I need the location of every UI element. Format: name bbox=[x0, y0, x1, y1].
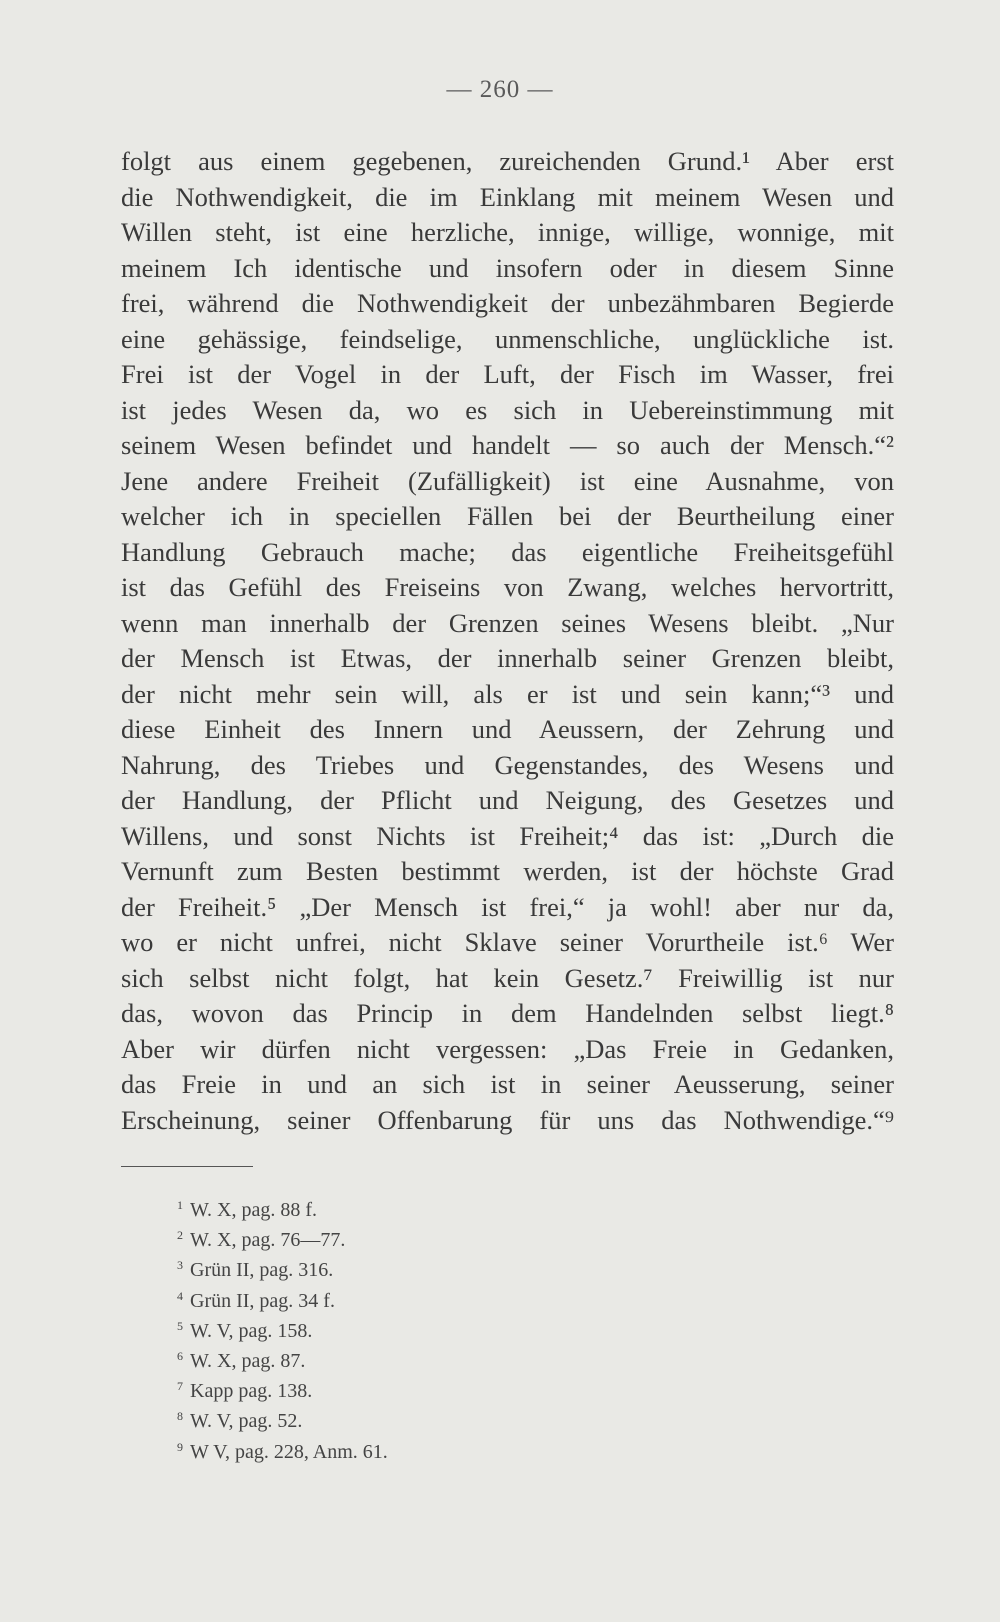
text-line: Handlung Gebrauch mache; das eigentliche Freiheitsgefühl bbox=[121, 536, 894, 567]
text-line: diese Einheit des Innern und Aeussern, der Zehrung und bbox=[121, 714, 894, 744]
footnote bbox=[177, 1190, 577, 1220]
text-line: die Nothwendigkeit, die im Einklang mit meinem Wesen und bbox=[121, 181, 894, 212]
text-line: das, wovon das Princip in dem Handelnden selbst liegt.⁸ bbox=[121, 998, 894, 1028]
footnote bbox=[177, 1432, 577, 1462]
text-line: eine gehässige, feindselige, unmenschliche, unglückliche ist. bbox=[121, 323, 894, 354]
body-text bbox=[121, 144, 894, 1138]
text-line: welcher ich in speciellen Fällen bei der Beurtheilung einer bbox=[121, 501, 894, 531]
footnote-divider bbox=[121, 1166, 253, 1167]
footnote bbox=[177, 1250, 577, 1280]
text-line: meinem Ich identische und insofern oder in diesem Sinne bbox=[121, 252, 894, 283]
text-line: das Freie in und an sich ist in seiner Aeusserung, seiner bbox=[121, 1069, 894, 1099]
footnote-mark: 9 bbox=[177, 1439, 183, 1454]
footnote-text: W V, pag. 228, Anm. 61. bbox=[190, 1440, 388, 1463]
text-line: wo er nicht unfrei, nicht Sklave seiner Vorurtheile ist.⁶ Wer bbox=[121, 927, 894, 957]
footnote bbox=[177, 1341, 577, 1371]
footnote-text: W. V, pag. 52. bbox=[190, 1410, 303, 1433]
text-line: frei, während die Nothwendigkeit der unbezähmbaren Begierde bbox=[121, 288, 894, 318]
footnote bbox=[177, 1371, 577, 1401]
text-line: Erscheinung, seiner Offenbarung für uns das Nothwendige.“⁹ bbox=[121, 1104, 894, 1135]
footnote-mark: 1 bbox=[177, 1198, 183, 1212]
text-line: Nahrung, des Triebes und Gegenstandes, des Wesens und bbox=[121, 749, 894, 780]
text-line: ist jedes Wesen da, wo es sich in Uebereinstimmung mit bbox=[121, 394, 894, 425]
footnote-text: W. X, pag. 87. bbox=[190, 1349, 306, 1372]
footnotes bbox=[177, 1190, 577, 1462]
footnote-mark: 7 bbox=[177, 1379, 183, 1394]
text-line: folgt aus einem gegebenen, zureichenden Grund.¹ Aber erst bbox=[121, 146, 894, 176]
footnote-mark: 5 bbox=[177, 1318, 183, 1333]
text-line: Vernunft zum Besten bestimmt werden, ist der höchste Grad bbox=[121, 856, 894, 886]
footnote-mark: 8 bbox=[177, 1409, 183, 1424]
text-line: Willens, und sonst Nichts ist Freiheit;⁴ das ist: „Durch die bbox=[121, 820, 894, 851]
text-line: der nicht mehr sein will, als er ist und sein kann;“³ und bbox=[121, 678, 894, 709]
text-line: seinem Wesen befindet und handelt — so auch der Mensch.“² bbox=[121, 430, 894, 460]
text-line: wenn man innerhalb der Grenzen seines Wesens bleibt. „Nur bbox=[121, 607, 894, 638]
footnote bbox=[177, 1311, 577, 1341]
footnote-mark: 6 bbox=[177, 1348, 183, 1363]
text-line: sich selbst nicht folgt, hat kein Gesetz.⁷ Freiwillig ist nur bbox=[121, 962, 894, 993]
footnote-mark: 2 bbox=[177, 1228, 183, 1243]
text-line: Willen steht, ist eine herzliche, innige, willige, wonnige, mit bbox=[121, 217, 894, 247]
text-line: der Handlung, der Pflicht und Neigung, des Gesetzes und bbox=[121, 785, 894, 815]
footnote-mark: 3 bbox=[177, 1258, 183, 1273]
footnote-text: Grün II, pag. 34 f. bbox=[190, 1289, 335, 1312]
text-line: Aber wir dürfen nicht vergessen: „Das Freie in Gedanken, bbox=[121, 1033, 894, 1064]
footnote bbox=[177, 1220, 577, 1250]
page-number: — 260 — bbox=[446, 76, 554, 103]
footnote-text: W. X, pag. 76—77. bbox=[190, 1229, 346, 1252]
text-line: der Freiheit.⁵ „Der Mensch ist frei,“ ja wohl! aber nur da, bbox=[121, 891, 894, 922]
footnote-text: Kapp pag. 138. bbox=[190, 1380, 313, 1403]
text-line: der Mensch ist Etwas, der innerhalb seiner Grenzen bleibt, bbox=[121, 643, 894, 673]
text-line: ist das Gefühl des Freiseins von Zwang, welches hervortritt, bbox=[121, 572, 894, 602]
text-line: Jene andere Freiheit (Zufälligkeit) ist eine Ausnahme, von bbox=[121, 465, 894, 496]
footnote-text: W. X, pag. 88 f. bbox=[190, 1199, 318, 1221]
footnote-text: W. V, pag. 158. bbox=[190, 1319, 313, 1342]
footnote-text: Grün II, pag. 316. bbox=[190, 1259, 334, 1282]
footnote-mark: 4 bbox=[177, 1288, 183, 1303]
footnote bbox=[177, 1281, 577, 1311]
footnote bbox=[177, 1401, 577, 1431]
text-line: Frei ist der Vogel in der Luft, der Fisch im Wasser, frei bbox=[121, 359, 894, 389]
